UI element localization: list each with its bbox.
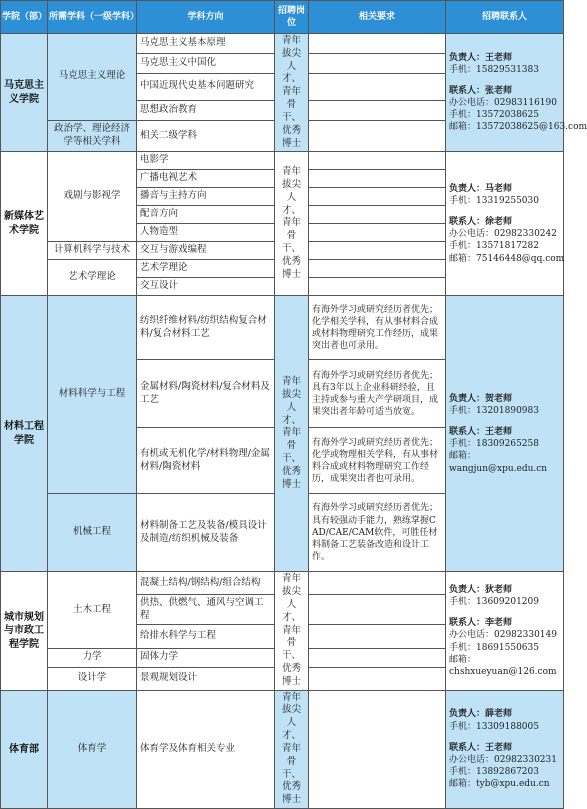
contact-gap: [449, 733, 560, 742]
direction-cell: 体育学及体育相关专业: [137, 690, 275, 808]
header-direction: 学科方向: [137, 1, 275, 34]
requirement-cell: [309, 242, 446, 260]
requirement-cell: [309, 595, 446, 625]
subject-name: 政治学、理论经济学等相关学科: [48, 120, 137, 152]
header-row: [1, 1, 564, 34]
header-contact: 招聘联系人: [446, 1, 564, 34]
post-cell: 青年拔尖人才、青年骨干、优秀博士: [275, 152, 309, 296]
requirement-cell: [309, 648, 446, 667]
college-name: 马克思主义学院: [1, 34, 48, 152]
requirement-cell: [309, 188, 446, 206]
contact-gap: [449, 76, 560, 85]
direction-cell: 相关二级学科: [137, 120, 275, 152]
direction-cell: 有机或无机化学/材料物理/金属材料/陶瓷材料: [137, 428, 275, 494]
contact-line: 邮箱：13572038625@163.com: [449, 122, 587, 133]
contact-line: 手机：13201890983: [449, 406, 539, 417]
contact-line: 办公电话：02982330242: [449, 229, 557, 240]
contact-line: 负责人：马老师: [449, 183, 513, 194]
college-name: 城市规划与市政工程学院: [1, 572, 48, 690]
contact-line: 联系人：王老师: [449, 427, 513, 438]
requirement-cell: 有海外学习或研究经历者优先；化学相关学科，有从事材料合成或材料物理研究工作经历，成果突出者也可录用。: [309, 296, 446, 360]
contact-line: 联系人：张老师: [449, 86, 513, 97]
direction-cell: 思想政治教育: [137, 100, 275, 120]
contact-cell: [446, 572, 564, 690]
contact-line: 负责人：狄老师: [449, 584, 513, 595]
contact-line: 手机：18691550635: [449, 642, 539, 653]
contact-line: 邮箱：: [449, 654, 477, 665]
requirement-cell: [309, 100, 446, 120]
direction-cell: 材料制备工艺及装备/模具设计及制造/纺织机械及装备: [137, 494, 275, 572]
contact-cell: [446, 34, 587, 152]
college-name: 新媒体艺术学院: [1, 152, 48, 296]
subject-name: 计算机科学与技术: [48, 242, 137, 260]
direction-cell: 供热、供燃气、通风与空调工程: [137, 595, 275, 625]
requirement-cell: 有海外学习或研究经历者优先；化学或物理相关学科，有从事材料合成或材料物理研究工作经历，成果突出者也可录用。: [309, 428, 446, 494]
contact-line: 办公电话：02982330149: [449, 630, 557, 641]
contact-line: 邮箱：tyb@xpu.edu.cn: [449, 779, 550, 790]
contact-line: 手机：13571817282: [449, 241, 539, 252]
direction-cell: 人物造型: [137, 224, 275, 242]
contact-line: 手机：15829531383: [449, 64, 539, 75]
subject-name: 设计学: [48, 667, 137, 690]
subject-name: 力学: [48, 648, 137, 667]
requirement-cell: [309, 625, 446, 648]
direction-cell: 固体力学: [137, 648, 275, 667]
table-row: [1, 152, 564, 170]
college-name: 体育部: [1, 690, 48, 808]
contact-line: 邮箱：: [449, 451, 477, 462]
contact-line: 手机：13309188005: [449, 721, 539, 732]
requirement-cell: [309, 73, 446, 100]
direction-cell: 广播电视艺术: [137, 170, 275, 188]
subject-name: 艺术学理论: [48, 260, 137, 296]
requirement-cell: [309, 206, 446, 224]
contact-line: 手机：13892867203: [449, 766, 539, 777]
post-cell: 青年拔尖人才、青年骨干、优秀博士: [275, 572, 309, 690]
subject-name: 土木工程: [48, 572, 137, 648]
requirement-cell: [309, 34, 446, 54]
requirement-cell: 有海外学习或研究经历者优先；具有较强动手能力，熟练掌握CAD/CAE/CAM软件，可胜任材料制备工艺装备改造和设计工作。: [309, 494, 446, 572]
post-cell: 青年拔尖人才、青年骨干、优秀博士: [275, 296, 309, 572]
direction-cell: 电影学: [137, 152, 275, 170]
direction-cell: 中国近现代史基本问题研究: [137, 73, 275, 100]
contact-gap: [449, 207, 560, 216]
direction-cell: 配音方向: [137, 206, 275, 224]
direction-cell: 马克思主义基本原理: [137, 34, 275, 54]
contact-line: 办公电话：02982330231: [449, 754, 557, 765]
contact-line: 联系人：李老师: [449, 618, 513, 629]
subject-name: 体育学: [48, 690, 137, 808]
contact-line: 负责人：王老师: [449, 52, 513, 63]
requirement-cell: [309, 572, 446, 595]
direction-cell: 给排水科学与工程: [137, 625, 275, 648]
direction-cell: 艺术学理论: [137, 260, 275, 278]
requirement-cell: [309, 53, 446, 73]
direction-cell: 景观规划设计: [137, 667, 275, 690]
header-subject: 所需学科（一级学科）: [48, 1, 137, 34]
contact-cell: [446, 296, 564, 572]
contact-line: 负责人：贺老师: [449, 393, 513, 404]
contact-gap: [449, 608, 560, 617]
direction-cell: 马克思主义中国化: [137, 53, 275, 73]
contact-line: 负责人：薛老师: [449, 709, 513, 720]
contact-cell: [446, 690, 564, 808]
contact-line: 手机：13319255030: [449, 196, 539, 207]
requirement-cell: [309, 690, 446, 808]
contact-line: 联系人：徐老师: [449, 217, 513, 228]
contact-line: 手机：13609201209: [449, 597, 539, 608]
contact-line: 联系人：王老师: [449, 742, 513, 753]
requirement-cell: [309, 278, 446, 296]
subject-name: 机械工程: [48, 494, 137, 572]
requirement-cell: [309, 170, 446, 188]
header-post: 招聘岗位: [275, 1, 309, 34]
contact-line: chshxueyuan@126.com: [449, 666, 557, 677]
requirement-cell: [309, 260, 446, 278]
contact-gap: [449, 417, 560, 426]
direction-cell: 交互与游戏编程: [137, 242, 275, 260]
contact-line: wangjun@xpu.edu.cn: [449, 463, 548, 474]
direction-cell: 交互设计: [137, 278, 275, 296]
direction-cell: 播音与主持方向: [137, 188, 275, 206]
contact-line: 邮箱：75146448@qq.com: [449, 253, 565, 264]
requirement-cell: [309, 152, 446, 170]
table-row: [1, 34, 564, 54]
contact-line: 手机：18309265258: [449, 439, 539, 450]
direction-cell: 混凝土结构/钢结构/组合结构: [137, 572, 275, 595]
subject-name: 材料科学与工程: [48, 296, 137, 494]
direction-cell: 金属材料/陶瓷材料/复合材料及工艺: [137, 360, 275, 428]
header-college: 学院（部）: [1, 1, 48, 34]
requirement-cell: [309, 224, 446, 242]
direction-cell: 纺织纤维材料/纺织结构复合材料/复合材料工艺: [137, 296, 275, 360]
contact-line: 办公电话：02983116190: [449, 98, 557, 109]
college-name: 材料工程学院: [1, 296, 48, 572]
table-row: [1, 690, 564, 808]
subject-name: 戏剧与影视学: [48, 152, 137, 242]
contact-line: 手机：13572038625: [449, 110, 539, 121]
requirement-cell: [309, 667, 446, 690]
subject-name: 马克思主义理论: [48, 34, 137, 121]
post-cell: 青年拔尖人才、青年骨干、优秀博士: [275, 690, 309, 808]
contact-cell: [446, 152, 564, 296]
requirement-cell: [309, 120, 446, 152]
post-cell: 青年拔尖人才、青年骨干、优秀博士: [275, 34, 309, 152]
requirement-cell: 有海外学习或研究经历者优先；具有3年以上企业科研经验，且主持或参与重大产学研项目，成果突出者年龄可适当放宽。: [309, 360, 446, 428]
header-requirements: 相关要求: [309, 1, 446, 34]
table-row: [1, 572, 564, 595]
table-row: [1, 296, 564, 360]
